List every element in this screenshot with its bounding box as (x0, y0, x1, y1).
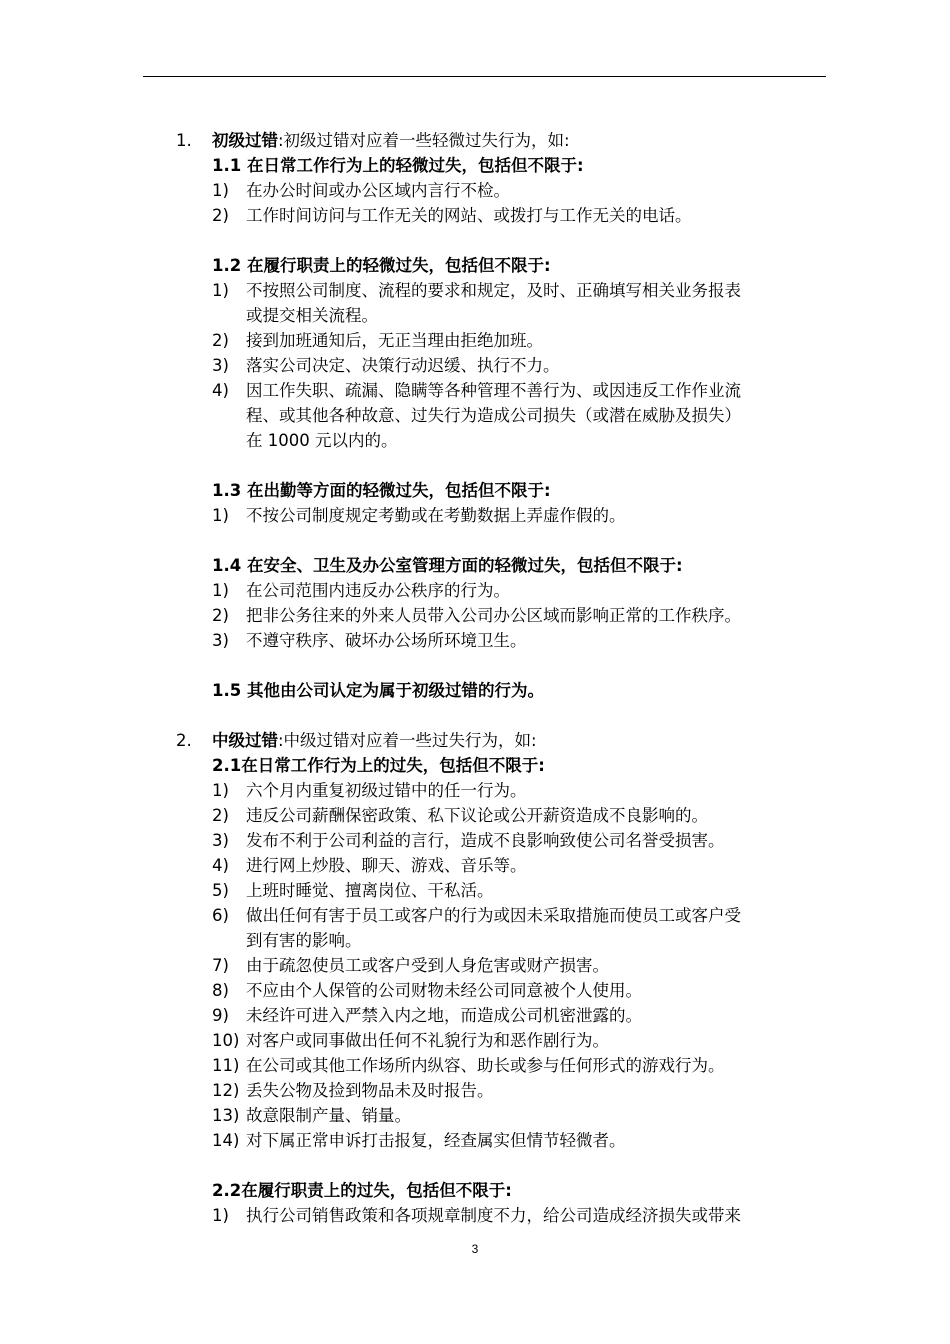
list-item (0, 378, 950, 403)
item-number: 4) (212, 856, 229, 875)
list-item (0, 278, 950, 303)
item-text: 未经许可进入严禁入内之地，而造成公司机密泄露的。 (246, 1006, 642, 1025)
item-text: 不遵守秩序、破坏办公场所环境卫生。 (246, 631, 527, 650)
subsection-heading (0, 753, 950, 778)
list-item (0, 353, 950, 378)
item-text: 接到加班通知后，无正当理由拒绝加班。 (246, 331, 543, 350)
document-body (0, 128, 950, 1228)
list-item (0, 1053, 950, 1078)
item-text: 因工作失职、疏漏、隐瞒等各种管理不善行为、或因违反工作作业流 (246, 381, 741, 400)
item-text: 不按照公司制度、流程的要求和规定，及时、正确填写相关业务报表 (246, 281, 741, 300)
item-number: 1) (212, 281, 229, 300)
item-number: 4) (212, 381, 229, 400)
item-text: 上班时睡觉、擅离岗位、干私活。 (246, 881, 494, 900)
item-number: 11) (212, 1056, 240, 1075)
item-number: 6) (212, 906, 229, 925)
subsection-heading (0, 478, 950, 503)
item-text: 对客户或同事做出任何不礼貌行为和恶作剧行为。 (246, 1031, 609, 1050)
section-title: 初级过错 (212, 131, 278, 150)
item-number: 2) (212, 206, 229, 225)
list-item (0, 628, 950, 653)
item-text: 违反公司薪酬保密政策、私下议论或公开薪资造成不良影响的。 (246, 806, 708, 825)
item-number: 3) (212, 631, 229, 650)
subsection-title: 1.1 在日常工作行为上的轻微过失，包括但不限于: (212, 156, 584, 175)
section-heading (0, 128, 950, 153)
list-item (0, 878, 950, 903)
blank-line (0, 703, 950, 728)
list-item (0, 853, 950, 878)
section-number: 2. (176, 731, 192, 750)
item-text: 程、或其他各种故意、过失行为造成公司损失（或潜在威胁及损失） (246, 406, 741, 425)
item-number: 13) (212, 1106, 240, 1125)
section-text (212, 128, 570, 153)
section-text (212, 728, 537, 753)
list-item (0, 1028, 950, 1053)
page-number: 3 (471, 1242, 479, 1256)
subsection-title: 1.5 其他由公司认定为属于初级过错的行为。 (212, 681, 544, 700)
list-item (0, 328, 950, 353)
subsection-heading (0, 153, 950, 178)
item-number: 8) (212, 981, 229, 1000)
item-number: 1) (212, 181, 229, 200)
section-number: 1. (176, 131, 192, 150)
section-title: 中级过错 (212, 731, 278, 750)
list-item (0, 978, 950, 1003)
item-text: 由于疏忽使员工或客户受到人身危害或财产损害。 (246, 956, 609, 975)
list-item (0, 903, 950, 928)
item-number: 3) (212, 356, 229, 375)
subsection-title: 1.4 在安全、卫生及办公室管理方面的轻微过失，包括但不限于: (212, 556, 683, 575)
item-text: 执行公司销售政策和各项规章制度不力，给公司造成经济损失或带来 (246, 1206, 741, 1225)
blank-line (0, 653, 950, 678)
list-item-continuation (0, 428, 950, 453)
item-text: 做出任何有害于员工或客户的行为或因未采取措施而使员工或客户受 (246, 906, 741, 925)
blank-line (0, 528, 950, 553)
list-item (0, 778, 950, 803)
item-text: 故意限制产量、销量。 (246, 1106, 411, 1125)
item-text: 进行网上炒股、聊天、游戏、音乐等。 (246, 856, 527, 875)
item-text: 对下属正常申诉打击报复，经查属实但情节轻微者。 (246, 1131, 626, 1150)
list-item-continuation (0, 928, 950, 953)
item-text: 工作时间访问与工作无关的网站、或拨打与工作无关的电话。 (246, 206, 692, 225)
item-text: 把非公务往来的外来人员带入公司办公区域而影响正常的工作秩序。 (246, 606, 741, 625)
subsection-heading (0, 253, 950, 278)
subsection-title: 2.1在日常工作行为上的过失，包括但不限于: (212, 756, 545, 775)
header-rule (143, 76, 826, 77)
item-text: 到有害的影响。 (246, 931, 362, 950)
item-text: 或提交相关流程。 (246, 306, 378, 325)
list-item (0, 1103, 950, 1128)
item-number: 2) (212, 331, 229, 350)
subsection-title: 2.2在履行职责上的过失，包括但不限于: (212, 1181, 512, 1200)
subsection-heading (0, 553, 950, 578)
list-item-continuation (0, 303, 950, 328)
subsection-heading (0, 678, 950, 703)
item-number: 9) (212, 1006, 229, 1025)
subsection-title: 1.2 在履行职责上的轻微过失，包括但不限于: (212, 256, 551, 275)
item-number: 2) (212, 806, 229, 825)
item-number: 12) (212, 1081, 240, 1100)
item-text: 落实公司决定、决策行动迟缓、执行不力。 (246, 356, 560, 375)
list-item (0, 1128, 950, 1153)
list-item (0, 1003, 950, 1028)
item-number: 1) (212, 506, 229, 525)
item-text: 丢失公物及捡到物品未及时报告。 (246, 1081, 494, 1100)
item-text: 在公司范围内违反办公秩序的行为。 (246, 581, 510, 600)
subsection-title: 1.3 在出勤等方面的轻微过失，包括但不限于: (212, 481, 551, 500)
list-item (0, 178, 950, 203)
list-item (0, 953, 950, 978)
item-number: 2) (212, 606, 229, 625)
item-number: 10) (212, 1031, 240, 1050)
section-intro: :中级过错对应着一些过失行为，如: (278, 731, 537, 750)
section-heading (0, 728, 950, 753)
item-number: 14) (212, 1131, 240, 1150)
list-item (0, 828, 950, 853)
item-text: 在办公时间或办公区域内言行不检。 (246, 181, 510, 200)
list-item (0, 603, 950, 628)
list-item (0, 803, 950, 828)
item-number: 1) (212, 781, 229, 800)
item-text: 不应由个人保管的公司财物未经公司同意被个人使用。 (246, 981, 642, 1000)
list-item (0, 203, 950, 228)
item-number: 3) (212, 831, 229, 850)
item-text: 发布不利于公司利益的言行，造成不良影响致使公司名誉受损害。 (246, 831, 725, 850)
item-number: 1) (212, 581, 229, 600)
section-intro: :初级过错对应着一些轻微过失行为，如: (278, 131, 570, 150)
list-item-continuation (0, 403, 950, 428)
item-text: 在 1000 元以内的。 (246, 431, 398, 450)
item-text: 六个月内重复初级过错中的任一行为。 (246, 781, 527, 800)
list-item (0, 1078, 950, 1103)
blank-line (0, 228, 950, 253)
list-item (0, 503, 950, 528)
item-number: 7) (212, 956, 229, 975)
list-item (0, 578, 950, 603)
item-text: 不按公司制度规定考勤或在考勤数据上弄虚作假的。 (246, 506, 626, 525)
blank-line (0, 1153, 950, 1178)
item-number: 1) (212, 1206, 229, 1225)
item-text: 在公司或其他工作场所内纵容、助长或参与任何形式的游戏行为。 (246, 1056, 725, 1075)
list-item (0, 1203, 950, 1228)
blank-line (0, 453, 950, 478)
item-number: 5) (212, 881, 229, 900)
subsection-heading (0, 1178, 950, 1203)
